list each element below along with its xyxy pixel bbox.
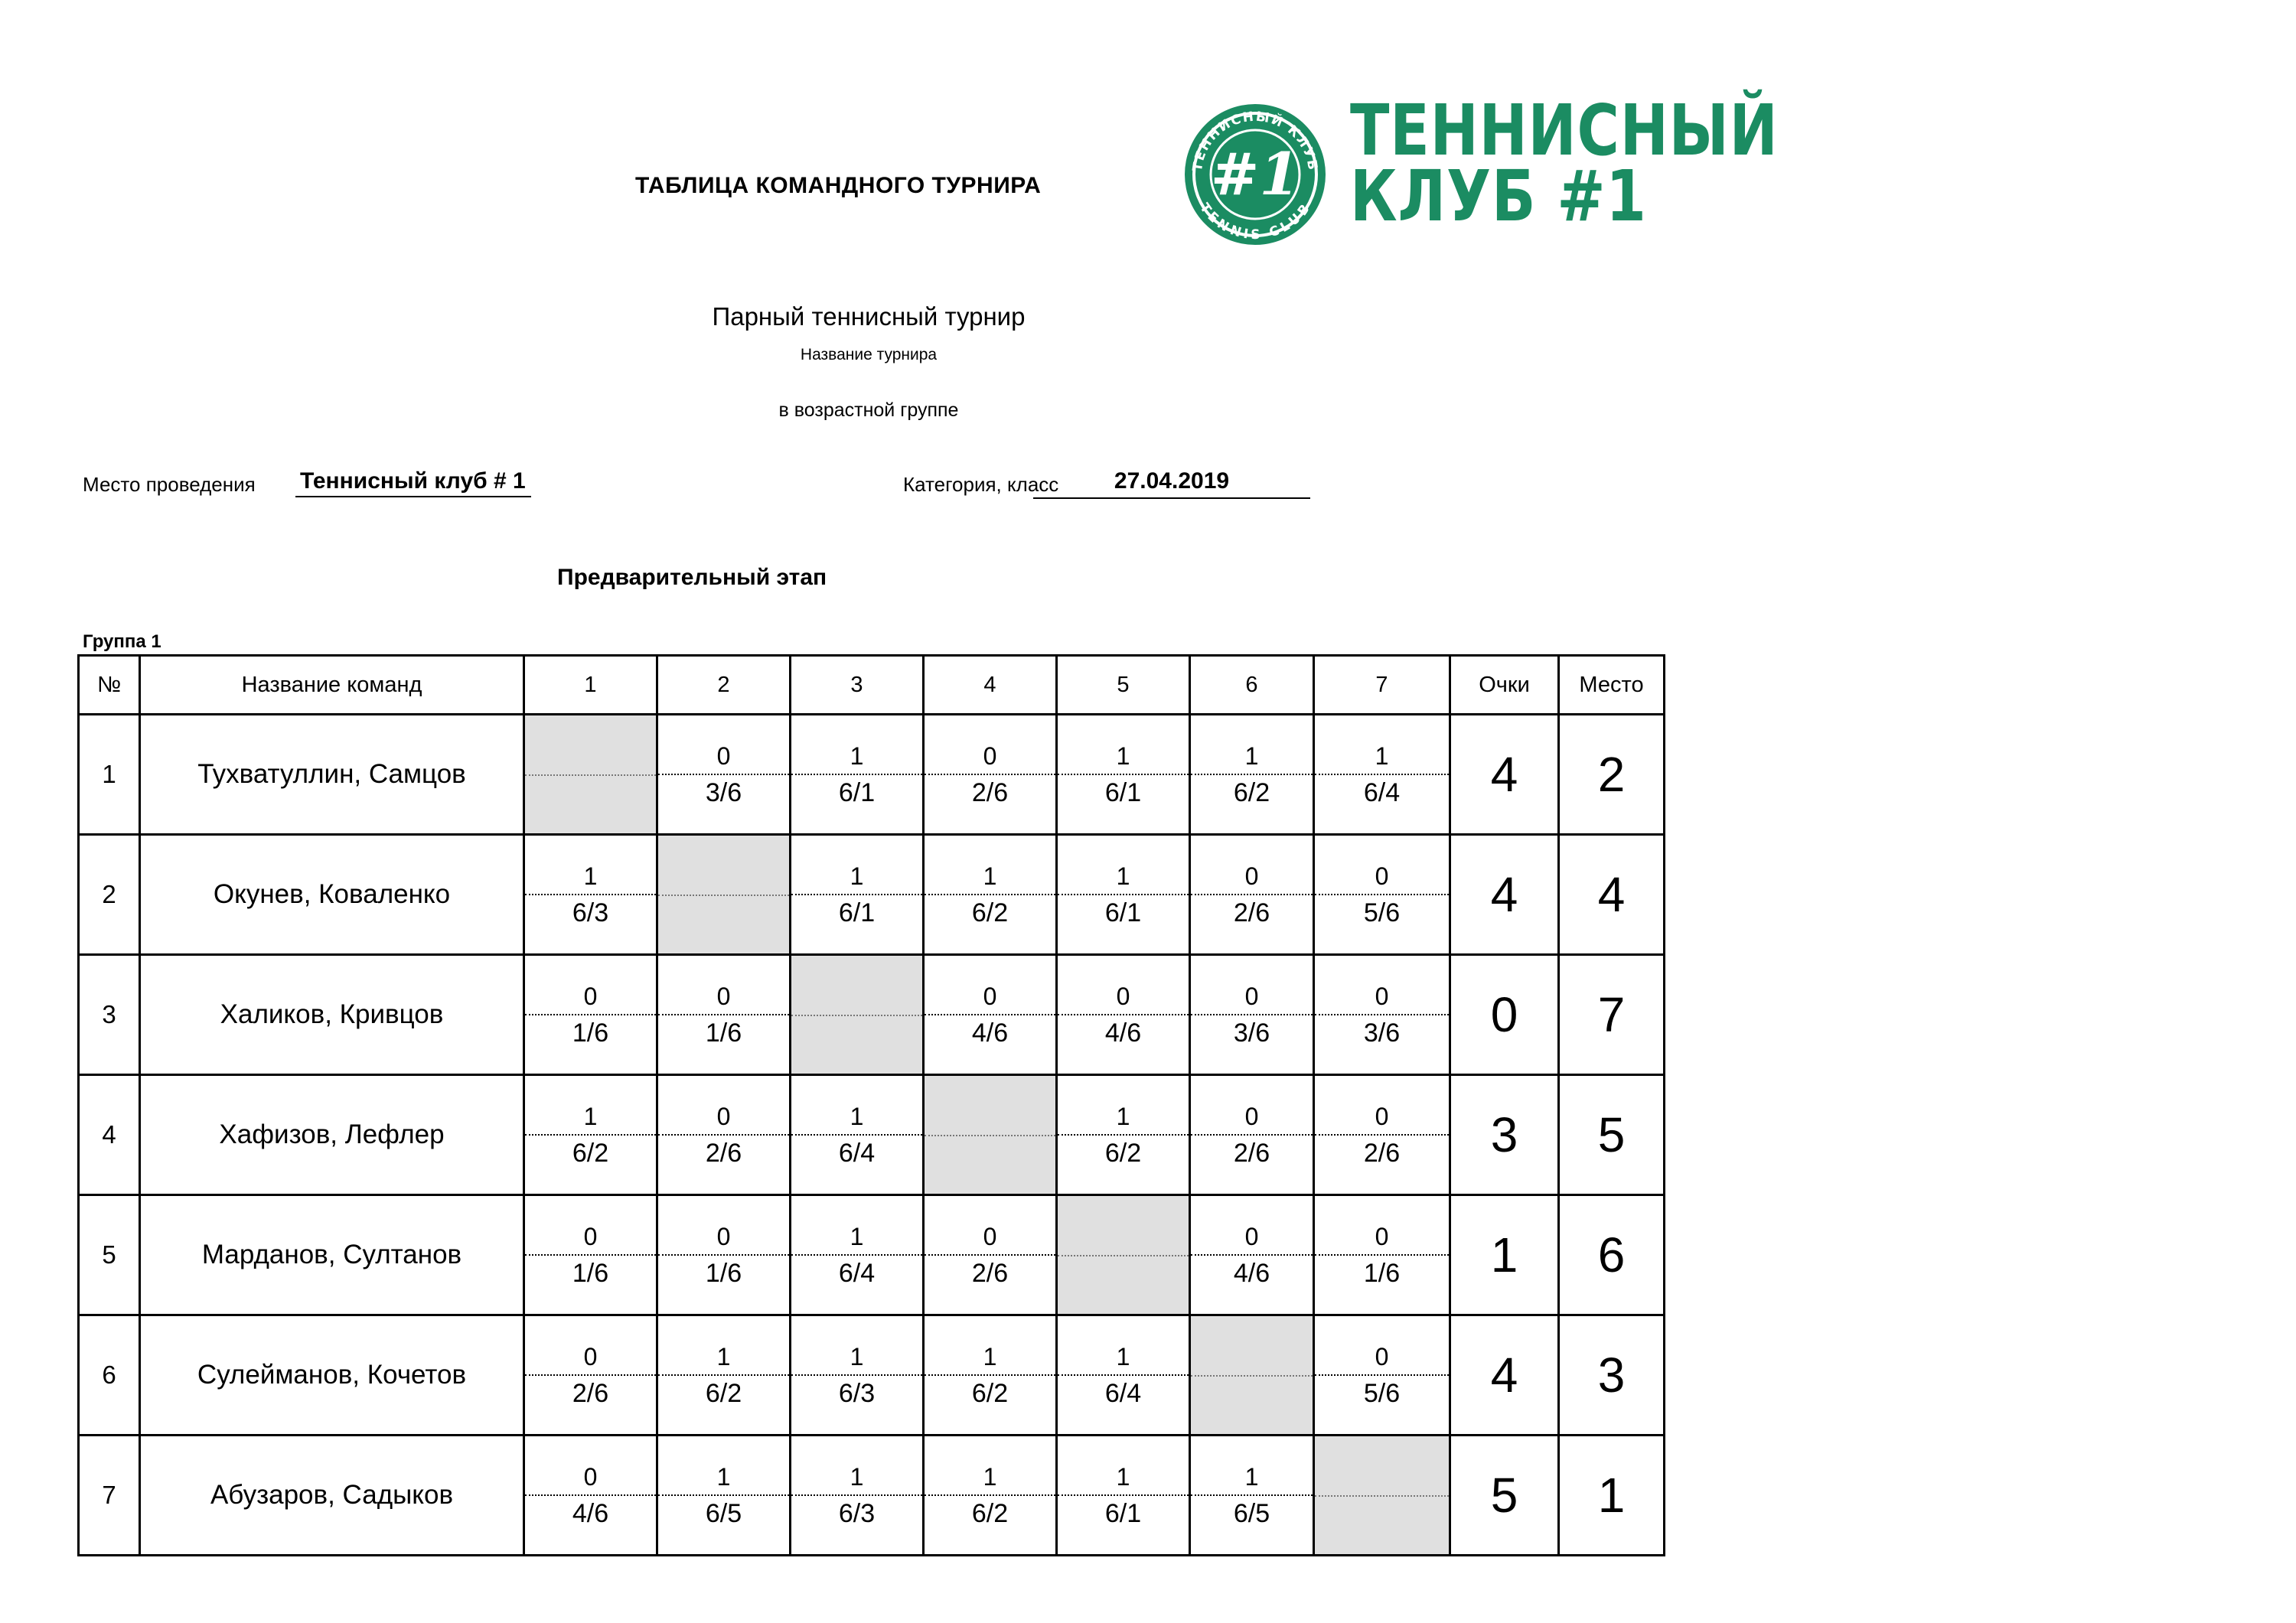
match-win-flag: 0: [1191, 1196, 1313, 1256]
team-name: Тухватуллин, Самцов: [140, 715, 524, 835]
logo-badge-center: #1: [1210, 140, 1300, 208]
match-score: 1/6: [1363, 1259, 1401, 1288]
match-result-cell: [524, 1075, 657, 1195]
match-result-cell: [524, 1195, 657, 1315]
team-name: Марданов, Султанов: [140, 1195, 524, 1315]
match-win-flag: 0: [925, 715, 1055, 775]
match-win-flag: 0: [525, 1316, 656, 1376]
match-win-flag: 1: [791, 1076, 922, 1136]
team-points: 3: [1450, 1075, 1559, 1195]
match-score: 4/6: [1233, 1259, 1270, 1288]
logo-line-2: КЛУБ #1: [1350, 155, 1647, 237]
match-win-flag: 1: [791, 715, 922, 775]
header-row: [79, 656, 1665, 715]
row-number: 2: [79, 835, 140, 955]
header-num: №: [79, 656, 140, 715]
page-title: ТАБЛИЦА КОМАНДНОГО ТУРНИРА: [635, 173, 1042, 198]
team-points: 0: [1450, 955, 1559, 1075]
header-opponent-5: 5: [1057, 656, 1190, 715]
match-win-flag: 0: [1191, 956, 1313, 1015]
match-result-cell: [1314, 1075, 1450, 1195]
team-points: 4: [1450, 715, 1559, 835]
team-place: 6: [1559, 1195, 1665, 1315]
team-place: 4: [1559, 835, 1665, 955]
venue-label: Место проведения: [83, 473, 256, 496]
team-points: 1: [1450, 1195, 1559, 1315]
row-number: 6: [79, 1315, 140, 1436]
category-label: Категория, класс: [903, 473, 1059, 496]
self-match-cell: [791, 955, 924, 1075]
logo-badge-bottom: TENNIS CLUB: [1196, 200, 1314, 243]
match-score: 2/6: [971, 1259, 1009, 1288]
self-match-cell: [1190, 1315, 1314, 1436]
match-score: 6/3: [838, 1499, 876, 1528]
header-points: Очки: [1450, 656, 1559, 715]
match-result-cell: [791, 1195, 924, 1315]
match-result-cell: [1314, 1195, 1450, 1315]
match-score: 6/5: [705, 1499, 742, 1528]
match-win-flag: 1: [1315, 715, 1449, 775]
match-win-flag: 0: [658, 715, 789, 775]
match-result-cell: [791, 1315, 924, 1436]
match-result-cell: [524, 955, 657, 1075]
match-win-flag: 0: [1315, 836, 1449, 895]
match-score: 6/2: [1104, 1139, 1142, 1168]
row-number: 3: [79, 955, 140, 1075]
match-result-cell: [1190, 1436, 1314, 1556]
match-win-flag: 1: [925, 1316, 1055, 1376]
match-score: 6/1: [1104, 1499, 1142, 1528]
match-win-flag: 0: [1191, 836, 1313, 895]
team-place: 7: [1559, 955, 1665, 1075]
match-result-cell: [791, 1436, 924, 1556]
match-score: 1/6: [572, 1259, 609, 1288]
table-row: [79, 715, 1665, 835]
match-win-flag: 1: [925, 1436, 1055, 1496]
match-win-flag: 1: [1058, 1076, 1189, 1136]
team-place: 2: [1559, 715, 1665, 835]
date-value: 27.04.2019: [1033, 468, 1310, 499]
match-win-flag: 1: [791, 1196, 922, 1256]
match-score: 6/1: [838, 778, 876, 807]
team-name: Абузаров, Садыков: [140, 1436, 524, 1556]
match-score: 6/2: [705, 1379, 742, 1408]
match-win-flag: 1: [791, 1316, 922, 1376]
match-score: 6/4: [1363, 778, 1401, 807]
header-team: Название команд: [140, 656, 524, 715]
match-win-flag: 1: [1058, 1316, 1189, 1376]
match-result-cell: [1057, 1436, 1190, 1556]
match-score: 6/1: [838, 898, 876, 927]
match-result-cell: [1314, 955, 1450, 1075]
match-result-cell: [924, 955, 1057, 1075]
match-score: 1/6: [705, 1018, 742, 1048]
row-number: 5: [79, 1195, 140, 1315]
match-win-flag: 0: [1058, 956, 1189, 1015]
match-win-flag: 1: [658, 1316, 789, 1376]
table-row: [79, 835, 1665, 955]
match-win-flag: 0: [1315, 1196, 1449, 1256]
table-row: [79, 1195, 1665, 1315]
row-number: 7: [79, 1436, 140, 1556]
match-result-cell: [924, 715, 1057, 835]
match-result-cell: [1190, 715, 1314, 835]
match-result-cell: [924, 1436, 1057, 1556]
results-table: [77, 654, 1665, 1556]
header-opponent-7: 7: [1314, 656, 1450, 715]
match-score: 2/6: [1363, 1139, 1401, 1168]
match-result-cell: [1057, 1075, 1190, 1195]
match-win-flag: 0: [1315, 1076, 1449, 1136]
match-score: 6/4: [838, 1259, 876, 1288]
match-win-flag: 0: [1191, 1076, 1313, 1136]
group-label: Группа 1: [83, 631, 161, 652]
match-score: 6/3: [572, 898, 609, 927]
match-score: 6/4: [1104, 1379, 1142, 1408]
match-result-cell: [791, 1075, 924, 1195]
match-win-flag: 1: [1058, 836, 1189, 895]
self-match-cell: [924, 1075, 1057, 1195]
table-row: [79, 1315, 1665, 1436]
header-place: Место: [1559, 656, 1665, 715]
match-result-cell: [924, 835, 1057, 955]
match-win-flag: 0: [525, 1196, 656, 1256]
match-win-flag: 0: [525, 956, 656, 1015]
match-win-flag: 1: [925, 836, 1055, 895]
match-score: 6/3: [838, 1379, 876, 1408]
match-score: 6/2: [971, 1499, 1009, 1528]
match-result-cell: [1190, 1195, 1314, 1315]
match-result-cell: [1190, 1075, 1314, 1195]
match-result-cell: [657, 1075, 791, 1195]
row-number: 4: [79, 1075, 140, 1195]
match-result-cell: [791, 715, 924, 835]
match-result-cell: [1190, 835, 1314, 955]
self-match-cell: [1057, 1195, 1190, 1315]
match-score: 5/6: [1363, 1379, 1401, 1408]
match-result-cell: [657, 955, 791, 1075]
match-win-flag: 1: [1191, 715, 1313, 775]
team-place: 3: [1559, 1315, 1665, 1436]
match-win-flag: 0: [925, 956, 1055, 1015]
header-opponent-6: 6: [1190, 656, 1314, 715]
match-win-flag: 1: [1191, 1436, 1313, 1496]
team-points: 4: [1450, 835, 1559, 955]
match-score: 6/2: [971, 1379, 1009, 1408]
match-result-cell: [524, 1315, 657, 1436]
match-result-cell: [1057, 1315, 1190, 1436]
team-points: 4: [1450, 1315, 1559, 1436]
logo-badge-top: ТЕННИСНЫЙ КЛУБ: [1189, 109, 1321, 173]
match-result-cell: [1314, 715, 1450, 835]
logo-wordmark: [1350, 90, 1779, 237]
team-name: Хафизов, Лефлер: [140, 1075, 524, 1195]
match-score: 6/4: [838, 1139, 876, 1168]
team-place: 5: [1559, 1075, 1665, 1195]
header-opponent-2: 2: [657, 656, 791, 715]
match-result-cell: [1314, 1315, 1450, 1436]
match-result-cell: [1190, 955, 1314, 1075]
table-row: [79, 955, 1665, 1075]
match-win-flag: 0: [1315, 1316, 1449, 1376]
team-place: 1: [1559, 1436, 1665, 1556]
age-group: в возрастной группе: [778, 399, 959, 421]
match-score: 3/6: [1363, 1018, 1401, 1048]
match-win-flag: 1: [658, 1436, 789, 1496]
tournament-name-caption: Название турнира: [800, 346, 938, 363]
match-win-flag: 0: [525, 1436, 656, 1496]
logo-line-1: ТЕННИСНЫЙ: [1350, 90, 1779, 171]
match-score: 2/6: [1233, 898, 1270, 927]
match-result-cell: [657, 1195, 791, 1315]
match-score: 1/6: [572, 1018, 609, 1048]
match-score: 6/1: [1104, 898, 1142, 927]
tournament-name: Парный теннисный турнир: [712, 302, 1026, 331]
match-result-cell: [1057, 835, 1190, 955]
match-score: 6/2: [1233, 778, 1270, 807]
match-score: 2/6: [572, 1379, 609, 1408]
match-result-cell: [657, 715, 791, 835]
match-result-cell: [524, 835, 657, 955]
match-result-cell: [1314, 835, 1450, 955]
self-match-cell: [524, 715, 657, 835]
venue-value: Теннисный клуб # 1: [295, 468, 531, 497]
match-result-cell: [791, 835, 924, 955]
match-win-flag: 1: [1058, 715, 1189, 775]
match-score: 2/6: [705, 1139, 742, 1168]
match-score: 6/2: [572, 1139, 609, 1168]
match-score: 2/6: [1233, 1139, 1270, 1168]
match-win-flag: 0: [1315, 956, 1449, 1015]
match-win-flag: 0: [658, 1196, 789, 1256]
header-opponent-4: 4: [924, 656, 1057, 715]
match-score: 1/6: [705, 1259, 742, 1288]
match-score: 4/6: [971, 1018, 1009, 1048]
match-result-cell: [924, 1195, 1057, 1315]
team-name: Окунев, Коваленко: [140, 835, 524, 955]
match-result-cell: [524, 1436, 657, 1556]
match-win-flag: 1: [1058, 1436, 1189, 1496]
match-result-cell: [1057, 955, 1190, 1075]
row-number: 1: [79, 715, 140, 835]
match-win-flag: 1: [791, 1436, 922, 1496]
match-result-cell: [657, 1315, 791, 1436]
team-name: Халиков, Кривцов: [140, 955, 524, 1075]
match-win-flag: 0: [658, 956, 789, 1015]
match-result-cell: [1057, 715, 1190, 835]
stage-title: Предварительный этап: [557, 565, 827, 590]
header-opponent-1: 1: [524, 656, 657, 715]
table-row: [79, 1075, 1665, 1195]
match-score: 6/1: [1104, 778, 1142, 807]
match-win-flag: 1: [525, 1076, 656, 1136]
match-win-flag: 0: [658, 1076, 789, 1136]
team-name: Сулейманов, Кочетов: [140, 1315, 524, 1436]
match-result-cell: [924, 1315, 1057, 1436]
table-row: [79, 1436, 1665, 1556]
match-win-flag: 1: [791, 836, 922, 895]
team-points: 5: [1450, 1436, 1559, 1556]
self-match-cell: [657, 835, 791, 955]
match-win-flag: 0: [925, 1196, 1055, 1256]
match-score: 4/6: [1104, 1018, 1142, 1048]
match-result-cell: [657, 1436, 791, 1556]
match-score: 3/6: [1233, 1018, 1270, 1048]
match-win-flag: 1: [525, 836, 656, 895]
match-score: 4/6: [572, 1499, 609, 1528]
header-opponent-3: 3: [791, 656, 924, 715]
match-score: 2/6: [971, 778, 1009, 807]
match-score: 5/6: [1363, 898, 1401, 927]
match-score: 6/5: [1233, 1499, 1270, 1528]
match-score: 3/6: [705, 778, 742, 807]
match-score: 6/2: [971, 898, 1009, 927]
self-match-cell: [1314, 1436, 1450, 1556]
